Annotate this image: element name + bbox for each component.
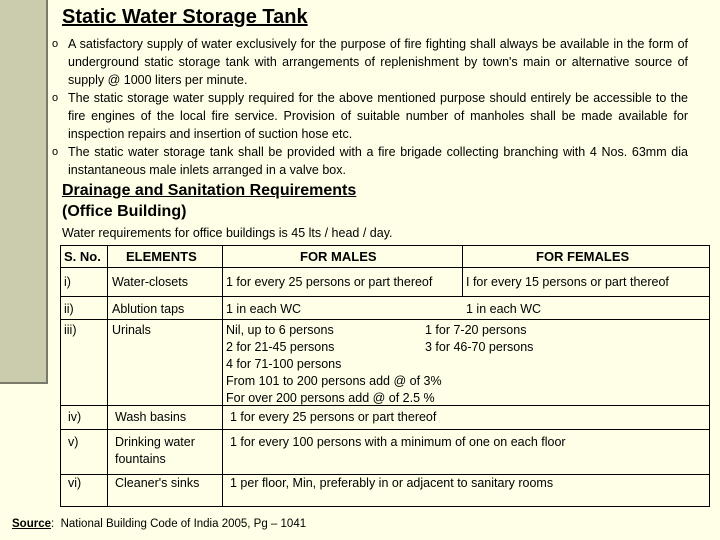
table-rule [462,245,463,297]
row-females-line: 3 for 46-70 persons [425,340,534,354]
table-rule [60,429,710,430]
row-element: Urinals [112,323,151,337]
table-rule [709,245,710,507]
row-requirement: 1 for every 25 persons or part thereof [230,410,437,424]
sidebar-bottom-rule [0,382,48,384]
row-males: 1 for every 25 persons or part thereof [226,275,433,289]
row-element: Ablution taps [112,302,185,316]
water-requirement-note: Water requirements for office buildings is 45 lts / head / day. [62,226,393,240]
table-rule [60,245,710,246]
source-citation: Source: National Building Code of India 2005, Pg – 1041 [12,518,307,530]
row-sno: v) [68,435,79,449]
row-females: 1 in each WC [466,302,542,316]
row-sno: vi) [68,476,82,490]
header-sno: S. No. [64,249,101,264]
row-sno: iii) [64,323,77,337]
row-males-line: 4 for 71-100 persons [226,357,342,371]
table-rule [60,319,710,320]
row-females-line: 1 for 7-20 persons [425,323,527,337]
source-text: National Building Code of India 2005, Pg – 1041 [60,518,307,530]
bullet-icon: o [52,146,59,158]
row-sno: ii) [64,302,74,316]
row-requirement: 1 per floor, Min, preferably in or adjacent to sanitary rooms [230,476,554,490]
table-rule [222,245,223,507]
row-females: I for every 15 persons or part thereof [466,275,669,289]
bullet-icon: o [52,38,59,50]
section-title-static-water: Static Water Storage Tank [62,6,308,28]
row-sno: i) [64,275,71,289]
source-label: Source [12,518,51,530]
table-rule [60,506,710,507]
row-element: Wash basins [115,410,187,424]
row-males-line: 2 for 21-45 persons [226,340,335,354]
row-element: Cleaner's sinks [115,476,200,490]
header-for-females: FOR FEMALES [536,249,630,264]
row-requirement: 1 for every 100 persons with a minimum of one on each floor [230,435,566,449]
row-element: Water-closets [112,275,188,289]
bullet-icon: o [52,92,59,104]
decorative-sidebar [0,0,46,382]
table-rule [60,296,710,297]
bullet-item: o The static water storage tank shall be provided with a fire brigade collecting branching with 4 Nos. 63mm dia instantaneous male inlets arranged in a valve box. [52,145,688,177]
sanitation-table [60,245,710,507]
section-title-drainage: Drainage and Sanitation Requirements (Office Building) [62,182,357,220]
row-males-line: Nil, up to 6 persons [226,323,334,337]
table-rule [60,267,710,268]
row-element-line: fountains [115,452,166,466]
table-rule [60,245,61,507]
header-elements: ELEMENTS [126,249,197,264]
row-sno: iv) [68,410,82,424]
header-for-males: FOR MALES [300,249,377,264]
bullet-item: o A satisfactory supply of water exclusively for the purpose of fire fighting shall always be available in the form of underground static storage tank with arrangements of replenishment by town's main or alternative source of supply @ 1000 liters per minute. [52,37,688,87]
row-element-line: Drinking water [115,435,195,449]
row-males: 1 in each WC [226,302,302,316]
row-males-line: From 101 to 200 persons add @ of 3% [226,374,442,388]
row-males-line: For over 200 persons add @ of 2.5 % [226,391,435,405]
static-water-bullets [52,35,688,179]
table-rule [107,245,108,507]
bullet-item: o The static storage water supply required for the above mentioned purpose should entirely be accessible to the fire engines of the local fire service. Provision of suitable number of manholes shall be made available for inspection repairs and insertion of suction hose etc. [52,91,688,141]
sidebar-edge [46,0,48,384]
